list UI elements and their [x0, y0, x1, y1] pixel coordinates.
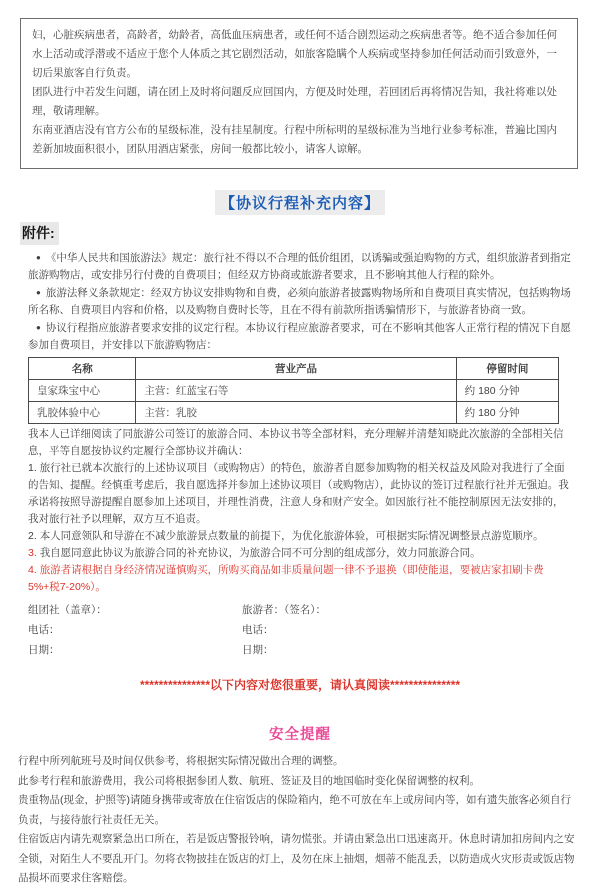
- attachment-label: 附件:: [20, 222, 59, 245]
- notice-paragraph: 妇，心脏疾病患者，高龄者，幼龄者，高低血压病患者，或任何不适合剧烈运动之疾病患者等。绝不适合参加任何水上活动或浮潜或不适应于您个人体质之其它剧烈活动，如旅客隐瞒个人疾病或坚持参加任何活动而引致意外，一切后果旅客自行负责。: [32, 29, 557, 79]
- notice-paragraph: 东南亚酒店没有官方公布的星级标准，没有挂星制度。行程中所标明的星级标准为当地行业参考标准，普遍比国内差新加坡面积很小，团队用酒店紧张，房间一般都比较小，请客人谅解。: [32, 124, 557, 155]
- table-header-duration: 停留时间: [456, 358, 558, 380]
- shop-products-cell: 主营：红蓝宝石等: [136, 380, 456, 402]
- bullet-text: 旅游法释义条款规定：经双方协议安排购物和自费，必须向旅游者披露购物场所和自费项目真实情况，包括购物场所名称、自费项目内容和价格，以及购物自费时长等，且在不得有前款所指诱骗情形下，与旅游者协商一致。: [28, 287, 571, 316]
- item-text: 旅游者请根据自身经济情况谨慎购买，所购买商品如非质量问题一律不予退换（即使能退，要被店家扣刷卡费 5%+税7-20%）。: [28, 564, 544, 593]
- bullet-icon: ●: [36, 323, 41, 332]
- safety-paragraph: 行程中所列航班号及时间仅供参考，将根据实际情况做出合理的调整。: [18, 755, 344, 767]
- item-number: 4.: [28, 564, 37, 576]
- safety-paragraph: 贵重物品(现金，护照等)请随身携带或寄放在住宿饭店的保险箱内，绝不可放在车上或房间内等，如有遗失旅客必须自行负责，与接待旅行社责任无关。: [18, 794, 571, 826]
- table-row: [29, 402, 559, 424]
- confirm-item: [28, 562, 572, 596]
- organizer-date-label: 日期：: [28, 644, 60, 656]
- traveler-phone-label: 电话：: [242, 624, 274, 636]
- section-title-row: [0, 190, 600, 215]
- shop-name-cell: 皇家珠宝中心: [29, 380, 136, 402]
- confirm-item: [28, 528, 572, 545]
- table-header-products: 营业产品: [136, 358, 456, 380]
- signature-traveler-column: [242, 600, 600, 660]
- table-header-name: 名称: [29, 358, 136, 380]
- organizer-phone-label: 电话：: [28, 624, 60, 636]
- table-header-row: [29, 358, 559, 380]
- bullet-item: [28, 319, 572, 354]
- shop-products-cell: 主营：乳胶: [136, 402, 456, 424]
- item-number: 3.: [28, 547, 37, 559]
- shop-duration-cell: 约 180 分钟: [456, 402, 558, 424]
- signature-block: [28, 600, 600, 660]
- shop-name-cell: 乳胶体验中心: [29, 402, 136, 424]
- safety-title: 安全提醒: [269, 727, 331, 743]
- item-text: 我自愿同意此协议为旅游合同的补充协议，为旅游合同不可分割的组成部分，效力同旅游合同。: [39, 547, 481, 559]
- organizer-seal-label: 组团社（盖章）：: [28, 604, 107, 616]
- safety-section: [18, 752, 578, 889]
- item-text: 旅行社已就本次旅行的上述协议项目（或购物店）的特色，旅游者自愿参加购物的相关权益及风险对我进行了全面的告知、提醒。经慎重考虑后，我自愿选择并参加上述协议项目（或购物店），此协议的签订过程旅行社并无强迫。我承诺将按照导游提醒自愿参加上述项目，并理性消费，注意人身和财产安全。如因旅行社不能控制原因无法安排的，我对旅行社予以理解，双方互不追责。: [28, 462, 569, 525]
- bullet-text: 《中华人民共和国旅游法》规定：旅行社不得以不合理的低价组团，以诱骗或强迫购物的方式，组织旅游者到指定旅游购物店，或安排另行付费的自费项目；但经双方协商或旅游者要求，且不影响其他人行程的除外。: [28, 252, 571, 281]
- bullet-item: [28, 284, 572, 319]
- attachment-row: [20, 222, 600, 245]
- signature-organizer-column: [28, 600, 242, 660]
- traveler-date-label: 日期：: [242, 644, 274, 656]
- safety-paragraph: 住宿饭店内请先观察紧急出口所在，若是饭店警报铃响，请勿慌张。并请由紧急出口迅速离开。休息时请加扣房间内之安全锁，对陌生人不要乱开门。勿将衣物披挂在饭店的灯上，及勿在床上抽烟，烟蒂不能乱丢，以防造成火灾形责或饭店物品损坏而要求住客赔偿。: [18, 833, 575, 884]
- item-number: 1.: [28, 462, 37, 474]
- confirmation-section: [28, 426, 572, 596]
- table-row: [29, 380, 559, 402]
- bullet-icon: ●: [36, 288, 41, 297]
- confirm-intro: 我本人已详细阅读了同旅游公司签订的旅游合同、本协议书等全部材料，充分理解并清楚知晓此次旅游的全部相关信息，平等自愿按协议约定履行全部协议并确认：: [28, 428, 564, 457]
- notice-paragraph: 团队进行中若发生问题，请在团上及时将问题反应回国内，方便及时处理，若回团后再将情况告知，我社将难以处理，敬请理解。: [32, 86, 557, 117]
- shop-duration-cell: 约 180 分钟: [456, 380, 558, 402]
- bullet-icon: ●: [36, 253, 41, 262]
- confirm-item: [28, 545, 572, 562]
- item-text: 本人同意领队和导游在不减少旅游景点数量的前提下，为优化旅游体验，可根据实际情况调整景点游览顺序。: [39, 530, 544, 542]
- traveler-sign-label: 旅游者：（签名）：: [242, 604, 326, 616]
- health-notice-box: [20, 18, 578, 169]
- clause-bullet-list: [28, 249, 572, 354]
- supplement-title: 【协议行程补充内容】: [215, 190, 385, 215]
- bullet-text: 协议行程指应旅游者要求安排的议定行程。本协议行程应旅游者要求，可在不影响其他客人正常行程的情况下自愿参加自费项目，并安排以下旅游购物店：: [28, 322, 571, 351]
- item-number: 2.: [28, 530, 37, 542]
- shops-table: [28, 357, 559, 424]
- important-notice: ***************以下内容对您很重要，请认真阅读***************: [139, 678, 461, 692]
- confirm-item: [28, 460, 572, 528]
- safety-paragraph: 此参考行程和旅游费用，我公司将根据参团人数、航班、签证及目的地国临时变化保留调整的权利。: [18, 774, 480, 787]
- bullet-item: [28, 249, 572, 284]
- travel-agreement-document: [0, 18, 600, 884]
